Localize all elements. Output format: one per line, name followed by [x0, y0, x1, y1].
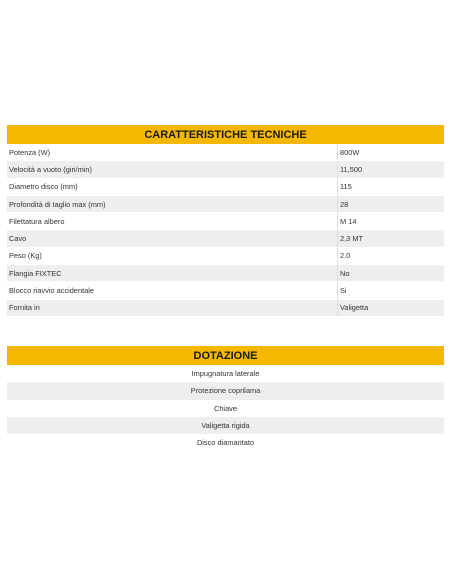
spec-label: Diametro disco (mm) [7, 179, 338, 195]
spec-value: M 14 [340, 216, 357, 226]
spec-row [7, 282, 444, 299]
spec-row [7, 248, 444, 265]
equipment-item: Protezione coprilama [7, 382, 444, 399]
spec-value: 115 [340, 182, 352, 192]
equipment-rows [7, 365, 444, 451]
equipment-item: Disco diamantato [196, 438, 255, 448]
spec-label: Peso (Kg) [7, 248, 338, 264]
spec-row [7, 300, 444, 317]
spec-value: 28 [340, 199, 349, 209]
spec-label: Profondità di taglio max (mm) [7, 196, 338, 212]
spec-value: 11,500 [340, 164, 363, 174]
spec-row [7, 230, 444, 247]
spec-label: Potenza (W) [7, 144, 338, 160]
spec-row [7, 179, 444, 196]
spec-label: Flangia FIXTEC [7, 265, 338, 281]
specs-rows [7, 144, 444, 317]
equipment-item: Chiave [213, 403, 237, 413]
spec-value: 800W [340, 147, 360, 157]
equipment-table [7, 346, 444, 451]
spec-row [7, 265, 444, 282]
spec-row [7, 196, 444, 213]
spec-value: Valigetta [340, 303, 369, 313]
spec-value: No [340, 268, 350, 278]
equipment-header: DOTAZIONE [7, 346, 444, 365]
spec-row [7, 161, 444, 178]
spec-label: Velocità a vuoto (giri/min) [7, 161, 338, 177]
spec-label: Filettatura albero [7, 213, 338, 229]
spec-value: 2,3 MT [340, 234, 363, 244]
equipment-item: Valigetta rigida [7, 417, 444, 434]
spec-value: Si [340, 286, 347, 296]
spec-row [7, 144, 444, 161]
specs-table [7, 125, 444, 317]
equipment-item: Impugnatura laterale [191, 369, 260, 379]
spec-value: 2.0 [340, 251, 351, 261]
spec-label: Cavo [7, 230, 338, 246]
specs-header: CARATTERISTICHE TECNICHE [7, 125, 444, 144]
spec-label: Fornita in [7, 300, 338, 316]
spec-label: Blocco riavvio accidentale [7, 282, 338, 298]
spec-row [7, 213, 444, 230]
